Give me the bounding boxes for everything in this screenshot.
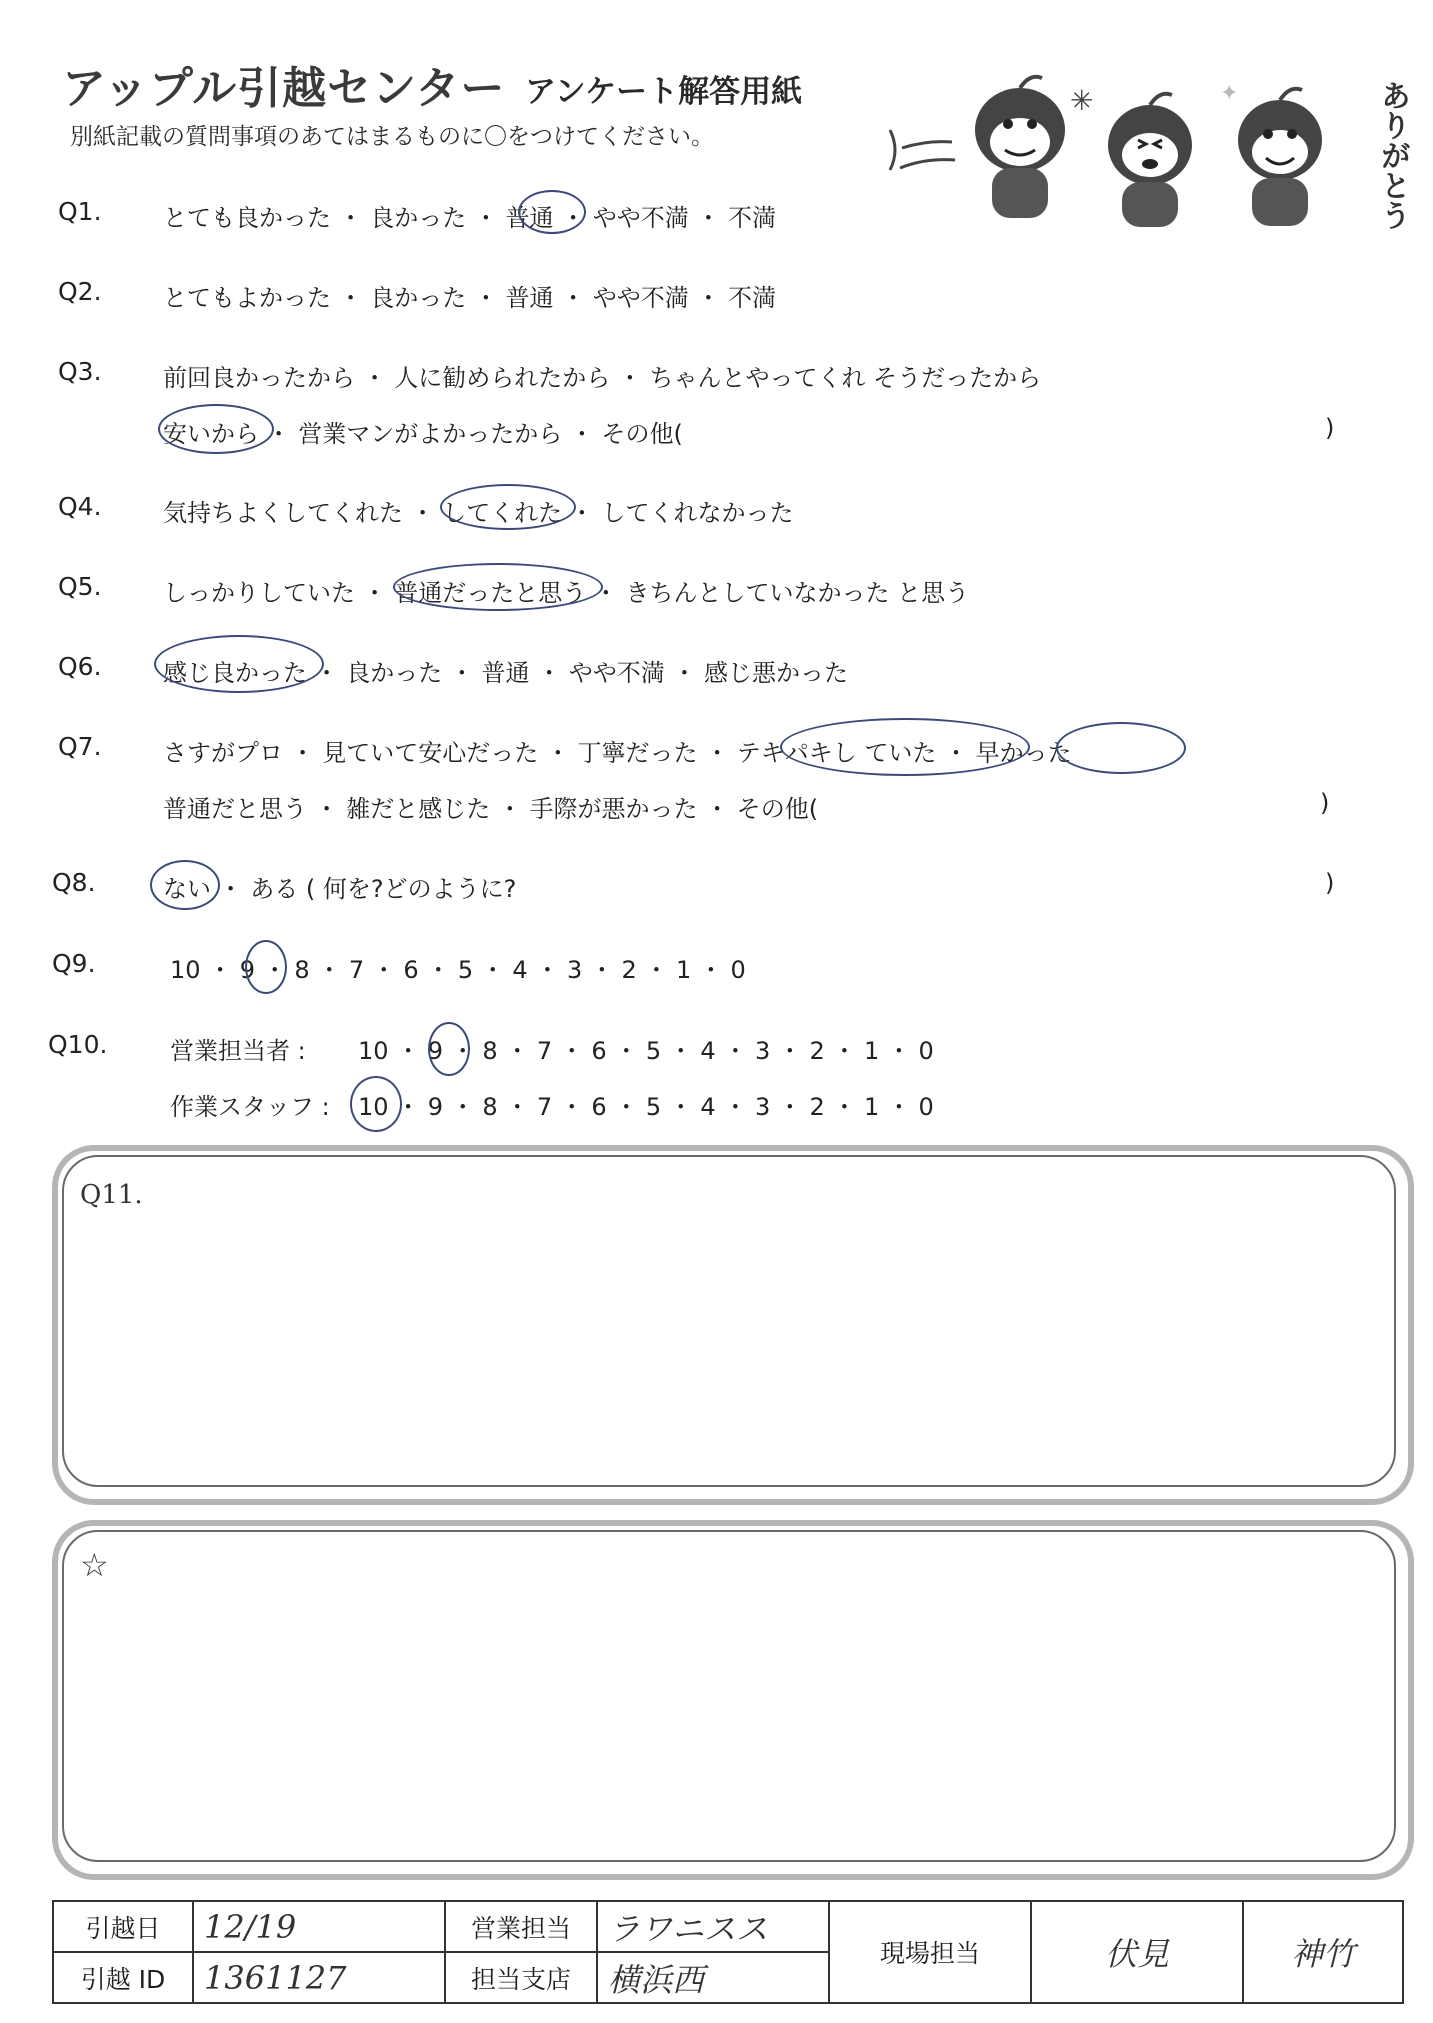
q3-options-line1[interactable]: 前回良かったから ・ 人に勧められたから ・ ちゃんとやってくれ そうだったから bbox=[163, 364, 1042, 392]
q3-answer-circle bbox=[158, 404, 274, 454]
svg-text:✦: ✦ bbox=[1220, 81, 1239, 106]
thanks-text: ありがとう bbox=[1375, 80, 1410, 230]
q10-sales-label: 営業担当者 : bbox=[170, 1037, 306, 1065]
q8-answer-circle bbox=[150, 860, 220, 910]
instruction-text: 別紙記載の質問事項のあてはまるものに〇をつけてください。 bbox=[70, 124, 714, 150]
q1-answer-circle bbox=[518, 190, 586, 234]
q6-answer-circle bbox=[154, 635, 324, 693]
q11-label: Q11. bbox=[80, 1180, 143, 1210]
branch-label: 担当支店 bbox=[445, 1952, 597, 2003]
q2-label: Q2. bbox=[58, 277, 102, 306]
q5-label: Q5. bbox=[58, 572, 102, 601]
q10-label: Q10. bbox=[48, 1030, 108, 1059]
mascot-illustration bbox=[880, 60, 1360, 240]
comment-box-inner bbox=[62, 1530, 1396, 1862]
form-subtitle: アンケート解答用紙 bbox=[525, 74, 803, 110]
mascot-middle-icon bbox=[1070, 84, 1192, 227]
mascot-left-icon bbox=[975, 77, 1065, 218]
q10-sales-answer-circle bbox=[428, 1022, 470, 1076]
move-date-label: 引越日 bbox=[53, 1901, 193, 1952]
q10-staff-options[interactable]: 10 ・ 9 ・ 8 ・ 7 ・ 6 ・ 5 ・ 4 ・ 3 ・ 2 ・ 1 ・ 0 bbox=[358, 1093, 934, 1121]
star-icon: ☆ bbox=[80, 1546, 109, 1584]
site-rep-value-1[interactable]: 伏見 bbox=[1031, 1901, 1243, 2003]
q10-sales-options[interactable]: 10 ・ 9 ・ 8 ・ 7 ・ 6 ・ 5 ・ 4 ・ 3 ・ 2 ・ 1 ・ 0 bbox=[358, 1037, 934, 1065]
move-id-value[interactable]: 1361127 bbox=[193, 1952, 445, 2003]
q7-answer-circle-1 bbox=[780, 718, 1030, 776]
q7-close-paren: ) bbox=[1320, 789, 1330, 817]
q11-box-inner bbox=[62, 1155, 1396, 1487]
q8-options[interactable]: ない ・ ある ( 何を?どのように? bbox=[163, 875, 517, 903]
q3-options-line2[interactable]: 安いから ・ 営業マンがよかったから ・ その他( bbox=[163, 420, 683, 448]
q8-label: Q8. bbox=[52, 868, 96, 897]
q5-answer-circle bbox=[393, 563, 603, 611]
branch-value[interactable]: 横浜西 bbox=[597, 1952, 829, 2003]
move-date-value[interactable]: 12/19 bbox=[193, 1901, 445, 1952]
q9-label: Q9. bbox=[52, 949, 96, 978]
form-title: アップル引越センター bbox=[62, 63, 506, 114]
q4-options[interactable]: 気持ちよくしてくれた ・ してくれた ・ してくれなかった bbox=[163, 499, 794, 527]
q6-label: Q6. bbox=[58, 652, 102, 681]
q10-staff-answer-circle bbox=[350, 1076, 402, 1132]
q10-staff-label: 作業スタッフ : bbox=[170, 1093, 330, 1121]
q3-close-paren: ) bbox=[1325, 414, 1335, 442]
q6-options[interactable]: 感じ良かった ・ 良かった ・ 普通 ・ やや不満 ・ 感じ悪かった bbox=[163, 659, 849, 687]
move-id-label: 引越 ID bbox=[53, 1952, 193, 2003]
q4-label: Q4. bbox=[58, 492, 102, 521]
footer-table bbox=[52, 1900, 1404, 2004]
q9-options[interactable]: 10 ・ 9 ・ 8 ・ 7 ・ 6 ・ 5 ・ 4 ・ 3 ・ 2 ・ 1 ・ 0 bbox=[170, 956, 746, 984]
q4-answer-circle bbox=[440, 484, 576, 530]
q1-options[interactable]: とても良かった ・ 良かった ・ 普通 ・ やや不満 ・ 不満 bbox=[163, 204, 777, 232]
q5-options[interactable]: しっかりしていた ・ 普通だったと思う ・ きちんとしていなかった と思う bbox=[163, 579, 970, 607]
q7-options-line1[interactable]: さすがプロ ・ 見ていて安心だった ・ 丁寧だった ・ テキパキし ていた ・ 早かった bbox=[163, 739, 1072, 767]
q7-options-line2[interactable]: 普通だと思う ・ 雑だと感じた ・ 手際が悪かった ・ その他( bbox=[163, 795, 819, 823]
q7-label: Q7. bbox=[58, 732, 102, 761]
sales-rep-value[interactable]: ラワニスス bbox=[597, 1901, 829, 1952]
q8-close-paren: ) bbox=[1325, 869, 1335, 897]
q3-label: Q3. bbox=[58, 357, 102, 386]
q9-answer-circle bbox=[245, 940, 287, 994]
q1-label: Q1. bbox=[58, 197, 102, 226]
q7-answer-circle-2 bbox=[1056, 722, 1186, 774]
site-rep-label: 現場担当 bbox=[829, 1901, 1031, 2003]
site-rep-value-2[interactable]: 神竹 bbox=[1243, 1901, 1403, 2003]
sales-rep-label: 営業担当 bbox=[445, 1901, 597, 1952]
mascot-right-icon bbox=[1220, 81, 1322, 226]
svg-text:✳: ✳ bbox=[1070, 84, 1094, 117]
q2-options[interactable]: とてもよかった ・ 良かった ・ 普通 ・ やや不満 ・ 不満 bbox=[163, 284, 777, 312]
